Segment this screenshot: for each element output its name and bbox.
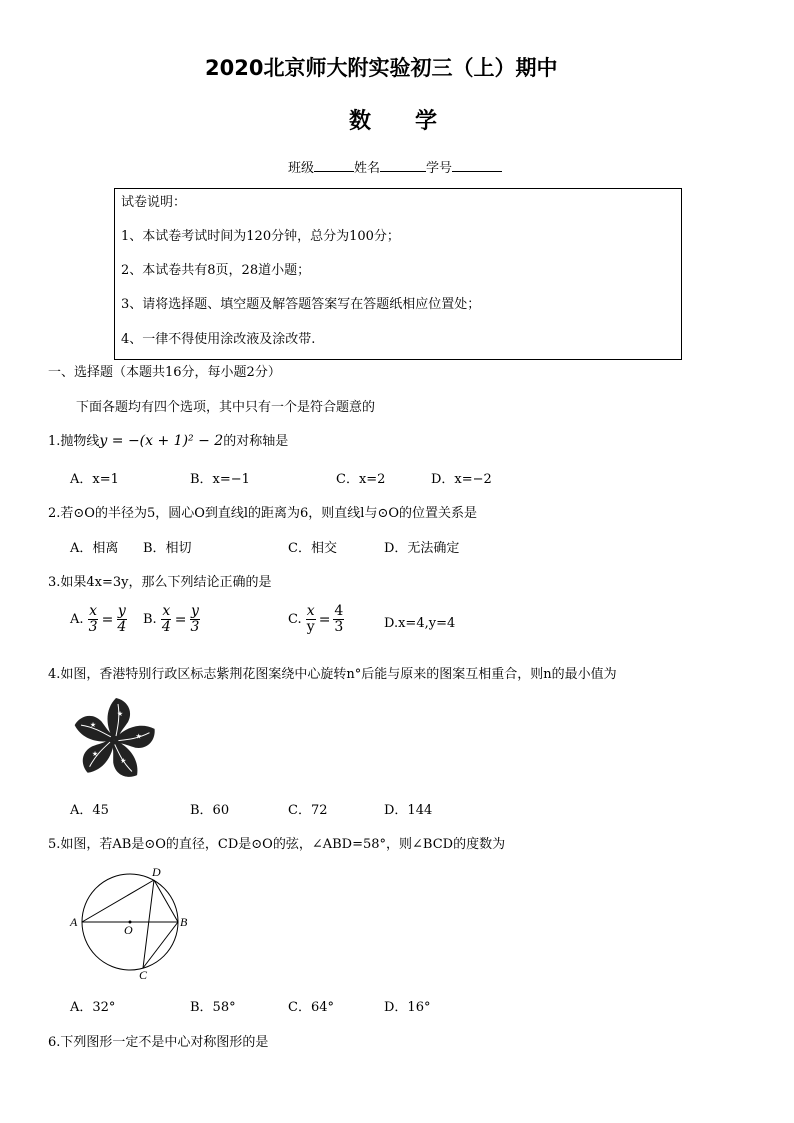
subject-title: 数 学 — [349, 109, 438, 134]
q3-a-left-fraction — [88, 604, 99, 635]
question-4-stem: 4.如图，香港特别行政区标志紫荆花图案绕中心旋转n°后能与原来的图案互相重合，则n的最小值为 — [48, 667, 617, 682]
class-blank[interactable] — [314, 159, 354, 172]
name-blank[interactable] — [380, 159, 426, 172]
question-5-stem: 5.如图，若AB是⊙O的直径，CD是⊙O的弦，∠ABD=58°，则∠BCD的度数为 — [48, 837, 506, 852]
q4-option-d[interactable]: D．144 — [384, 803, 433, 818]
chord-bd — [154, 880, 178, 922]
q3-c-right-fraction — [333, 604, 344, 635]
q3-a-right-fraction — [116, 604, 127, 635]
frac-num: 4 — [334, 603, 344, 619]
star-icon: ★ — [120, 756, 127, 765]
instruction-item-3: 3、请将选择题、填空题及解答题答案写在答题纸相应位置处； — [121, 297, 481, 312]
id-blank[interactable] — [452, 159, 502, 172]
q3-option-c[interactable] — [288, 604, 344, 635]
class-label: 班级 — [288, 161, 315, 176]
equals-sign: = — [101, 611, 114, 628]
question-6-stem: 6.下列图形一定不是中心对称图形的是 — [48, 1035, 269, 1050]
q3-c-left-fraction — [306, 604, 316, 635]
q3-option-b-label: B. — [143, 612, 157, 627]
q1-option-d[interactable]: D．x=−2 — [431, 472, 492, 487]
q4-option-c[interactable]: C．72 — [288, 803, 328, 818]
q5-option-c[interactable]: C．64° — [288, 1000, 334, 1015]
student-info-line — [288, 157, 502, 176]
q3-option-c-label: C. — [288, 612, 302, 627]
q4-option-a[interactable]: A．45 — [70, 803, 109, 818]
q2-option-a[interactable]: A．相离 — [70, 541, 119, 556]
frac-den: 3 — [190, 619, 200, 635]
question-2-stem: 2.若⊙O的半径为5，圆心O到直线l的距离为6，则直线l与⊙O的位置关系是 — [48, 506, 478, 521]
star-icon: ★ — [116, 710, 124, 718]
q1-prefix: 1.抛物线 — [48, 434, 100, 449]
q3-option-d[interactable]: D.x=4,y=4 — [384, 616, 456, 631]
equals-sign: = — [174, 611, 187, 628]
frac-den: y — [306, 619, 315, 635]
q3-b-left-fraction — [161, 604, 172, 635]
q3-option-a-label: A. — [70, 612, 84, 627]
frac-den: 4 — [161, 619, 171, 635]
q2-option-c[interactable]: C．相交 — [288, 541, 337, 556]
id-label: 学号 — [426, 161, 453, 176]
question-3-stem: 3.如果4x=3y，那么下列结论正确的是 — [48, 575, 272, 590]
q3-option-b[interactable] — [143, 604, 200, 635]
name-label: 姓名 — [354, 161, 381, 176]
instruction-item-4: 4、一律不得使用涂改液及涂改带. — [121, 332, 316, 347]
q3-option-a[interactable] — [70, 604, 127, 635]
q5-option-b[interactable]: B．58° — [190, 1000, 236, 1015]
instruction-item-1: 1、本试卷考试时间为120分钟，总分为100分； — [121, 229, 400, 244]
frac-num: x — [89, 603, 98, 619]
q5-option-d[interactable]: D．16° — [384, 1000, 431, 1015]
star-icon: ★ — [91, 749, 99, 758]
q2-option-d[interactable]: D．无法确定 — [384, 541, 460, 556]
star-icon: ★ — [135, 732, 142, 741]
q1-option-c[interactable]: C．x=2 — [336, 472, 386, 487]
frac-den: 3 — [334, 619, 344, 635]
label-o: O — [124, 923, 133, 937]
question-1-stem — [48, 430, 288, 449]
instruction-item-2: 2、本试卷共有8页，28道小题； — [121, 263, 311, 278]
q5-option-a[interactable]: A．32° — [70, 1000, 116, 1015]
section-intro: 下面各题均有四个选项，其中只有一个是符合题意的 — [76, 400, 376, 415]
q1-formula: y = −(x + 1)² − 2 — [99, 433, 224, 449]
equals-sign: = — [318, 611, 331, 628]
frac-den: 4 — [117, 619, 127, 635]
label-d: D — [152, 865, 161, 879]
star-icon: ★ — [89, 720, 97, 729]
bauhinia-flower-figure — [66, 694, 162, 786]
section-heading: 一、选择题（本题共16分，每小题2分） — [48, 365, 281, 380]
label-a: A — [70, 915, 78, 929]
bauhinia-petals — [72, 698, 159, 783]
frac-num: y — [117, 603, 126, 619]
frac-num: x — [306, 603, 315, 619]
q2-option-b[interactable]: B．相切 — [143, 541, 192, 556]
circle-geometry-figure — [66, 862, 196, 980]
label-c: C — [139, 968, 148, 980]
frac-num: x — [162, 603, 171, 619]
frac-num: y — [190, 603, 199, 619]
exam-title: 2020北京师大附实验初三（上）期中 — [205, 56, 558, 80]
label-b: B — [180, 915, 188, 929]
q1-option-b[interactable]: B．x=−1 — [190, 472, 250, 487]
q1-option-a[interactable]: A．x=1 — [70, 472, 119, 487]
q1-suffix: 的对称轴是 — [223, 434, 289, 449]
frac-den: 3 — [88, 619, 98, 635]
q3-b-right-fraction — [189, 604, 200, 635]
instructions-heading: 试卷说明： — [121, 195, 187, 210]
chord-ad — [82, 880, 154, 922]
q4-option-b[interactable]: B．60 — [190, 803, 230, 818]
chord-cd — [143, 880, 154, 968]
